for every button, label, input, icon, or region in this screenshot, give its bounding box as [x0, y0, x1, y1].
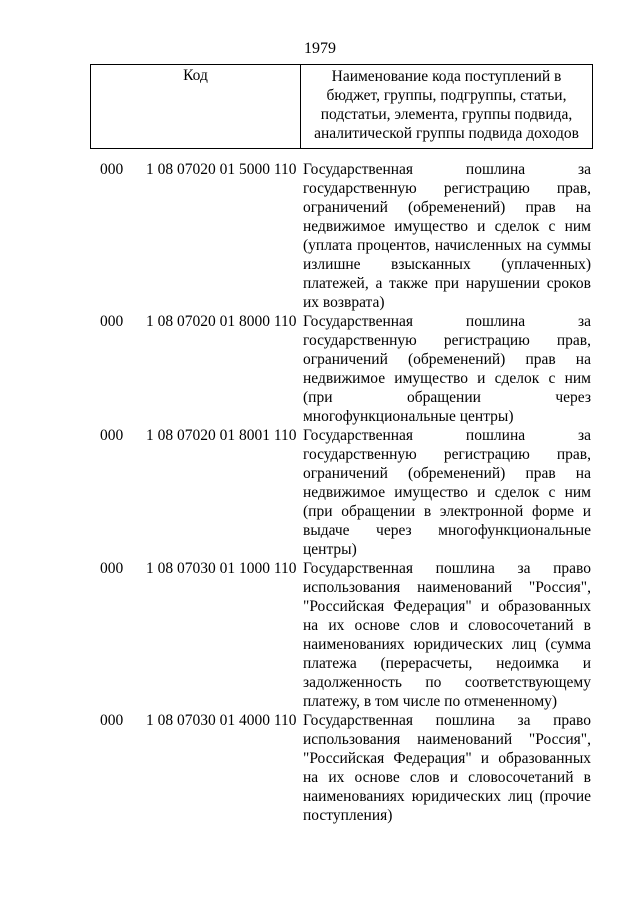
table-header	[90, 64, 593, 149]
header-code-column: Код	[91, 65, 301, 148]
row-name: Государственная пошлина за государственную регистрацию прав, ограничений (обременений) прав на недвижимое имущество и сделок с ним (при обращении через многофункциональные центры)	[303, 313, 591, 425]
table-row	[100, 559, 595, 711]
row-name: Государственная пошлина за право использования наименований "Россия", "Российская Федерация" и образованных на их основе слов и словосочетаний в наименованиях юридических лиц (прочие поступления)	[303, 712, 591, 824]
header-name-column: Наименование кода поступлений в бюджет, группы, подгруппы, статьи, подстатьи, элемента, группы подвида, аналитической группы подвида доходов	[314, 68, 579, 142]
table-body	[100, 160, 595, 825]
table-row	[100, 426, 595, 559]
row-name: Государственная пошлина за право использования наименований "Россия", "Российская Федерация" и образованных на их основе слов и словосочетаний в наименованиях юридических лиц (сумма платежа (перерасчеты, недоимка и задолженность по соответствующему платежу, в том числе по отмененному)	[303, 560, 591, 710]
row-code: 1 08 07020 01 8001 110	[146, 427, 297, 444]
row-code: 1 08 07020 01 5000 110	[146, 161, 297, 178]
row-code: 1 08 07030 01 1000 110	[146, 560, 297, 577]
row-code: 1 08 07020 01 8000 110	[146, 313, 297, 330]
row-prefix: 000	[100, 427, 124, 444]
row-prefix: 000	[100, 161, 124, 178]
table-row	[100, 711, 595, 825]
row-prefix: 000	[100, 313, 124, 330]
page-number: 1979	[304, 40, 336, 57]
table-row	[100, 312, 595, 426]
row-name: Государственная пошлина за государственную регистрацию прав, ограничений (обременений) прав на недвижимое имущество и сделок с ним (уплата процентов, начисленных на суммы излишне взысканных (уплаченных) платежей, а также при нарушении сроков их возврата)	[303, 161, 591, 311]
table-row	[100, 160, 595, 312]
row-prefix: 000	[100, 560, 124, 577]
row-name: Государственная пошлина за государственную регистрацию прав, ограничений (обременений) прав на недвижимое имущество и сделок с ним (при обращении в электронной форме и выдаче через многофункциональные центры)	[303, 427, 591, 558]
row-prefix: 000	[100, 712, 124, 729]
row-code: 1 08 07030 01 4000 110	[146, 712, 297, 729]
